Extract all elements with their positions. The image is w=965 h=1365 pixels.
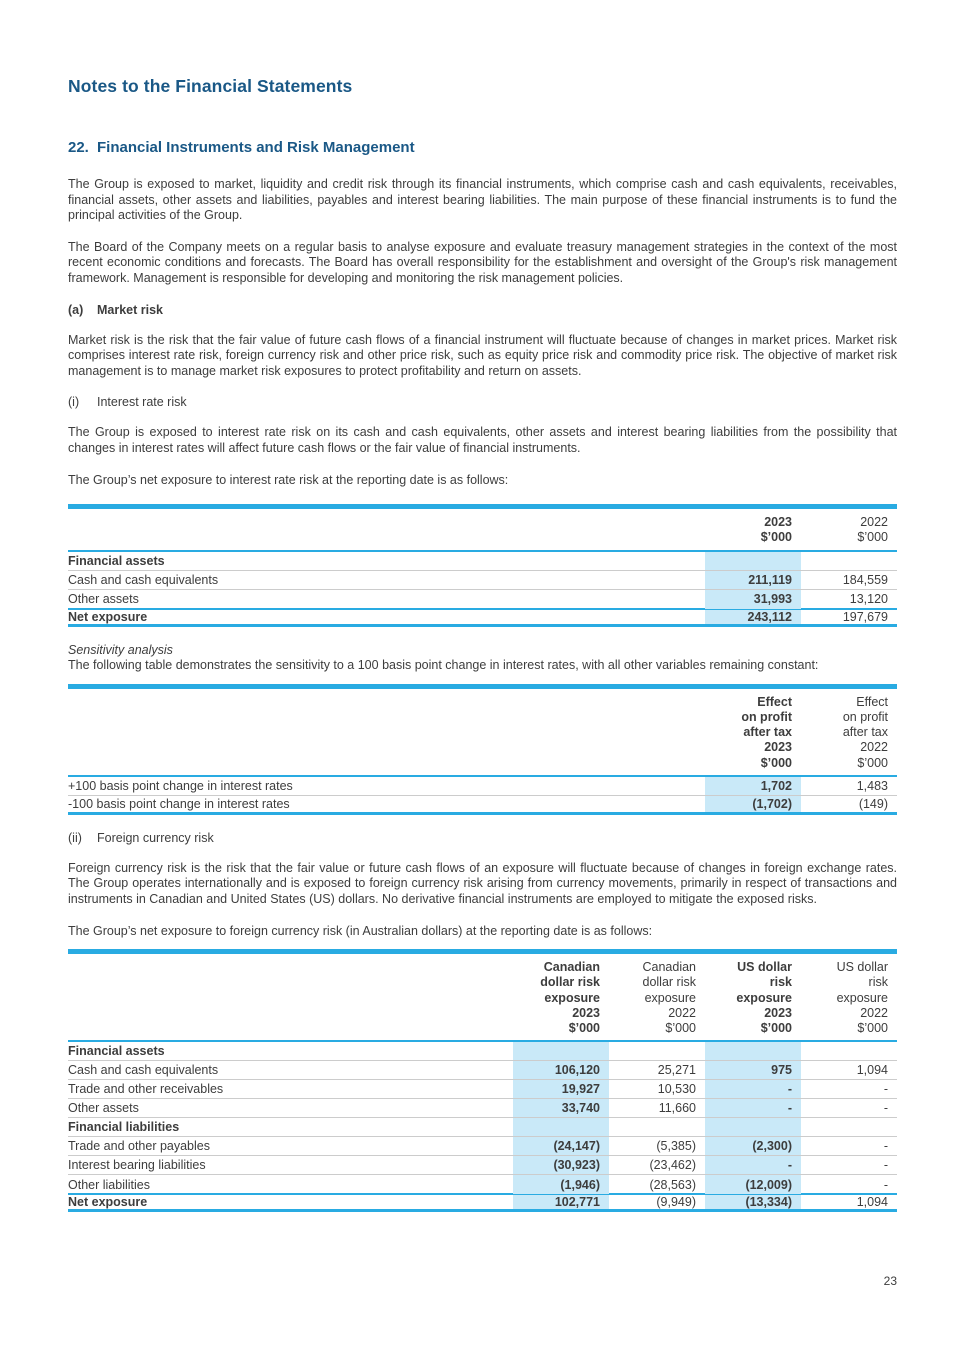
cell-value: 10,530 xyxy=(657,1082,696,1097)
market-risk-heading-text: Market risk xyxy=(97,302,164,317)
cell-value: 1,094 xyxy=(856,1063,888,1078)
row-label: Net exposure xyxy=(68,1195,148,1210)
interest-rate-risk-heading xyxy=(68,395,897,409)
cell-value: 243,112 xyxy=(705,610,801,624)
sensitivity-analysis-paragraph: The following table demonstrates the sensitivity to a 100 basis point change in interest rates, with all other variables remaining constant: xyxy=(68,658,819,673)
sensitivity-analysis-table xyxy=(68,684,897,815)
market-risk-label: (a) xyxy=(68,302,84,317)
cell-value: (13,334) xyxy=(705,1195,801,1209)
cell-value xyxy=(801,552,897,570)
table-header-row xyxy=(68,509,897,551)
table-header-row xyxy=(68,954,897,1042)
cell-value: (1,702) xyxy=(705,796,801,812)
cell-value xyxy=(609,1118,705,1136)
cell-value: 31,993 xyxy=(705,590,801,609)
column-header-cad-2022: Canadian dollar risk exposure 2022 $’000 xyxy=(642,960,696,1035)
column-header-effect-2023: Effect on profit after tax 2023 $’000 xyxy=(741,694,792,770)
cell-value xyxy=(801,1118,897,1136)
interest-rate-risk-paragraph: The Group is exposed to interest rate risk on its cash and cash equivalents, other assets and interest bearing liabilities from the possibility that changes in interest rates will affect future cash flows or the fair value of financial instruments. xyxy=(68,425,897,455)
cell-value xyxy=(705,1118,801,1136)
cell-value: 11,660 xyxy=(658,1101,696,1116)
table-row xyxy=(68,1080,897,1099)
intro-paragraph-1: The Group is exposed to market, liquidity and credit risk through its financial instruments, which comprise cash and cash equivalents, receivables, financial assets, other assets and liabilities, payables and interest bearing liabilities. The main purpose of these financial instruments is to fund the principal activities of the Group. xyxy=(68,177,897,223)
interest-rate-exposure-table xyxy=(68,504,897,626)
table-row xyxy=(68,1061,897,1080)
foreign-currency-risk-heading-text: Foreign currency risk xyxy=(97,830,214,845)
table-row xyxy=(68,552,897,571)
table-total-row xyxy=(68,608,897,627)
table-row xyxy=(68,1118,897,1137)
table-row xyxy=(68,1156,897,1175)
row-label: Interest bearing liabilities xyxy=(68,1158,206,1173)
cell-value: (12,009) xyxy=(705,1175,801,1194)
row-label: Financial assets xyxy=(68,1044,165,1059)
cell-value: - xyxy=(883,1158,888,1173)
row-label: Other assets xyxy=(68,592,139,607)
cell-value: - xyxy=(705,1156,801,1174)
cell-value: (149) xyxy=(858,796,888,811)
section-heading-text: Financial Instruments and Risk Management xyxy=(97,139,415,156)
cell-value: - xyxy=(705,1080,801,1098)
table-row xyxy=(68,1042,897,1061)
row-label: Cash and cash equivalents xyxy=(68,1063,219,1078)
cell-value xyxy=(609,1042,705,1060)
cell-value: 975 xyxy=(705,1061,801,1079)
cell-value: 1,094 xyxy=(856,1195,888,1210)
cell-value: 13,120 xyxy=(849,592,888,607)
cell-value xyxy=(513,1118,609,1136)
column-header-2022: 2022 $’000 xyxy=(857,515,888,545)
cell-value: 25,271 xyxy=(657,1063,696,1078)
table-total-row xyxy=(68,1193,897,1212)
section-number: 22. xyxy=(68,139,89,156)
column-header-2023: 2023 $’000 xyxy=(760,515,792,545)
cell-value: 33,740 xyxy=(513,1099,609,1117)
row-label: Trade and other receivables xyxy=(68,1082,224,1097)
cell-value xyxy=(705,552,801,570)
section-heading xyxy=(68,139,897,156)
row-label: Financial liabilities xyxy=(68,1120,180,1135)
cell-value: 19,927 xyxy=(513,1080,609,1098)
cell-value: 184,559 xyxy=(842,572,888,587)
interest-rate-risk-label: (i) xyxy=(68,395,80,410)
page-number: 23 xyxy=(883,1274,897,1288)
cell-value: (30,923) xyxy=(513,1156,609,1174)
cell-value: 1,702 xyxy=(705,777,801,795)
cell-value: - xyxy=(883,1177,888,1192)
cell-value: (2,300) xyxy=(705,1137,801,1155)
table-row xyxy=(68,590,897,609)
intro-paragraph-2: The Board of the Company meets on a regular basis to analyse exposure and evaluate treasury management strategies in the context of the most recent economic conditions and forecasts. The Board has overall responsibility for the establishment and oversight of the Group's risk management framework. Management is responsible for developing and monitoring the risk management policies. xyxy=(68,239,897,285)
foreign-currency-risk-heading xyxy=(68,831,897,845)
table-header-row xyxy=(68,689,897,777)
cell-value: 106,120 xyxy=(513,1061,609,1079)
table-row xyxy=(68,777,897,796)
cell-value xyxy=(705,1042,801,1060)
column-header-usd-2022: US dollar risk exposure 2022 $’000 xyxy=(836,960,888,1035)
page-title: Notes to the Financial Statements xyxy=(68,76,353,96)
row-label: Net exposure xyxy=(68,609,148,624)
row-label: Other assets xyxy=(68,1101,139,1116)
cell-value: - xyxy=(705,1099,801,1117)
row-label: Other liabilities xyxy=(68,1177,150,1192)
table-row xyxy=(68,571,897,590)
cell-value xyxy=(801,1042,897,1060)
cell-value: (1,946) xyxy=(513,1175,609,1194)
column-header-usd-2023: US dollar risk exposure 2023 $’000 xyxy=(736,960,792,1035)
cell-value: (23,462) xyxy=(649,1158,696,1173)
cell-value: (24,147) xyxy=(513,1137,609,1155)
foreign-currency-risk-label: (ii) xyxy=(68,830,82,845)
cell-value: 197,679 xyxy=(842,609,888,624)
foreign-currency-risk-paragraph: Foreign currency risk is the risk that the fair value or future cash flows of an exposure will fluctuate because of changes in foreign exchange rates. The Group operates internationally and is exposed to foreign currency risk arising from currency movements, primarily in respect of transactions and instruments in Canadian and United States (US) dollars. No derivative financial instruments are employed to mitigate the exposed risks. xyxy=(68,860,897,906)
row-label: Cash and cash equivalents xyxy=(68,572,219,587)
foreign-currency-exposure-table xyxy=(68,949,897,1212)
cell-value: - xyxy=(883,1082,888,1097)
interest-rate-table-intro: The Group’s net exposure to interest rate risk at the reporting date is as follows: xyxy=(68,472,509,487)
cell-value: (9,949) xyxy=(656,1195,696,1210)
cell-value: - xyxy=(883,1101,888,1116)
row-label: +100 basis point change in interest rates xyxy=(68,778,293,793)
table-row xyxy=(68,796,897,815)
table-row xyxy=(68,1099,897,1118)
cell-value: 211,119 xyxy=(705,571,801,589)
row-label: -100 basis point change in interest rates xyxy=(68,796,290,811)
market-risk-paragraph: Market risk is the risk that the fair value of future cash flows of a financial instrument will fluctuate because of changes in market prices. Market risk comprises interest rate risk, foreign currency risk and other price risk, such as equity price risk and commodity price risk. The objective of market risk management is to manage market risk exposures to protect profitability and return on assets. xyxy=(68,332,897,378)
column-header-effect-2022: Effect on profit after tax 2022 $’000 xyxy=(842,694,888,770)
table-row xyxy=(68,1137,897,1156)
row-label: Financial assets xyxy=(68,553,165,568)
column-header-cad-2023: Canadian dollar risk exposure 2023 $’000 xyxy=(540,960,600,1035)
cell-value: 1,483 xyxy=(856,778,888,793)
table-row xyxy=(68,1175,897,1194)
cell-value: (28,563) xyxy=(649,1177,696,1192)
cell-value: 102,771 xyxy=(513,1195,609,1209)
cell-value xyxy=(513,1042,609,1060)
foreign-currency-table-intro: The Group’s net exposure to foreign currency risk (in Australian dollars) at the reporting date is as follows: xyxy=(68,923,653,938)
sensitivity-analysis-heading: Sensitivity analysis xyxy=(68,642,173,657)
market-risk-heading xyxy=(68,303,897,317)
row-label: Trade and other payables xyxy=(68,1139,210,1154)
cell-value: (5,385) xyxy=(656,1139,696,1154)
interest-rate-risk-heading-text: Interest rate risk xyxy=(97,395,187,410)
cell-value: - xyxy=(883,1139,888,1154)
